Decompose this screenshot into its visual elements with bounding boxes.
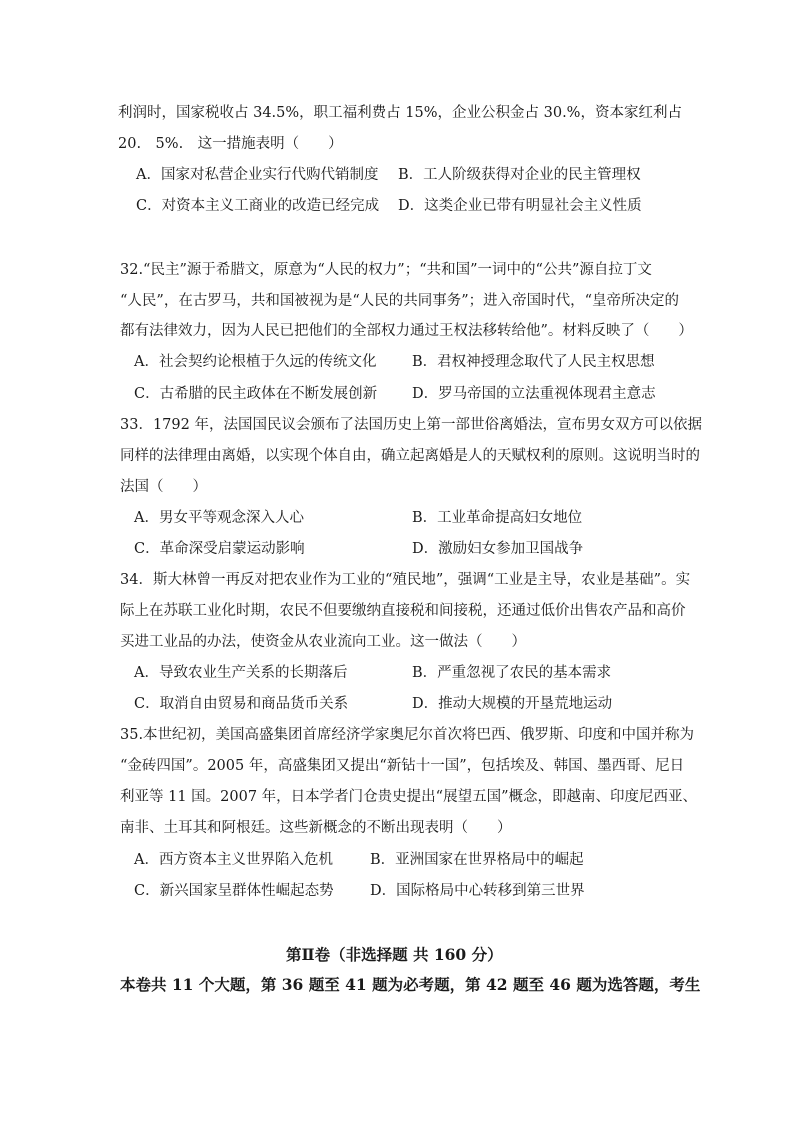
q32-option-c: C．古希腊的民主政体在不断发展创新 — [134, 386, 378, 402]
q33-option-a: A．男女平等观念深入人心 — [134, 510, 304, 526]
q35-option-c: C．新兴国家呈群体性崛起态势 — [134, 883, 334, 899]
q31-stem-line-2: 20. 5%. 这一措施表明（ ） — [118, 136, 343, 152]
q35-option-d: D．国际格局中心转移到第三世界 — [370, 883, 585, 899]
q31-option-a: A．国家对私营企业实行代购代销制度 — [136, 167, 379, 183]
q35-stem-line-1: 35.本世纪初，美国高盛集团首席经济学家奥尼尔首次将巴西、俄罗斯、印度和中国并称为 — [120, 727, 695, 743]
section-2-title: 第Ⅱ卷（非选择题 共 160 分） — [286, 945, 503, 964]
q35-option-a: A．西方资本主义世界陷入危机 — [134, 852, 333, 868]
q34-stem-line-3: 买进工业品的办法，使资金从农业流向工业。这一做法（ ） — [120, 634, 526, 650]
q31-option-b: B．工人阶级获得对企业的民主管理权 — [398, 167, 641, 183]
q33-option-b: B．工业革命提高妇女地位 — [412, 510, 583, 526]
q33-stem-line-3: 法国（ ） — [120, 479, 207, 495]
q34-option-b: B．严重忽视了农民的基本需求 — [412, 665, 612, 681]
q32-option-b: B．君权神授理念取代了人民主权思想 — [412, 354, 655, 370]
section-2-instructions: 本卷共 11 个大题，第 36 题至 41 题为必考题，第 42 题至 46 题为选答题，考生 — [120, 975, 701, 994]
q31-option-c: C．对资本主义工商业的改造已经完成 — [136, 198, 380, 214]
q34-option-c: C．取消自由贸易和商品货币关系 — [134, 696, 349, 712]
q32-stem-line-2: “人民”，在古罗马，共和国被视为是“人民的共同事务”；进入帝国时代，“皇帝所决定的 — [120, 293, 680, 309]
q35-stem-line-3: 利亚等 11 国。2007 年，日本学者门仓贵史提出“展望五国”概念，即越南、印度尼西亚、 — [120, 789, 698, 805]
q31-option-d: D．这类企业已带有明显社会主义性质 — [398, 198, 642, 214]
q33-option-c: C．革命深受启蒙运动影响 — [134, 541, 305, 557]
q34-option-a: A．导致农业生产关系的长期落后 — [134, 665, 348, 681]
q34-stem-line-2: 际上在苏联工业化时期，农民不但要缴纳直接税和间接税，还通过低价出售农产品和高价 — [120, 603, 686, 619]
q35-stem-line-2: “金砖四国”。2005 年，高盛集团又提出“新钻十一国”，包括埃及、韩国、墨西哥、尼日 — [120, 758, 685, 774]
q35-option-b: B．亚洲国家在世界格局中的崛起 — [370, 852, 584, 868]
q35-stem-line-4: 南非、土耳其和阿根廷。这些新概念的不断出现表明（ ） — [120, 820, 512, 836]
q33-stem-line-2: 同样的法律理由离婚，以实现个体自由，确立起离婚是人的天赋权利的原则。这说明当时的 — [120, 448, 700, 464]
q34-stem-line-1: 34．斯大林曾一再反对把农业作为工业的“殖民地”，强调“工业是主导，农业是基础”。实 — [120, 572, 691, 588]
q33-stem-line-1: 33．1792 年，法国国民议会颁布了法国历史上第一部世俗离婚法，宣布男女双方可以依据 — [120, 417, 702, 433]
q31-stem-line-1: 利润时，国家税收占 34.5%，职工福利费占 15%，企业公积金占 30.%，资本家红利占 — [118, 105, 682, 121]
q32-stem-line-3: 都有法律效力，因为人民已把他们的全部权力通过王权法移转给他”。材料反映了（ ） — [120, 323, 693, 339]
q33-option-d: D．激励妇女参加卫国战争 — [412, 541, 584, 557]
q32-option-a: A．社会契约论根植于久远的传统文化 — [134, 354, 377, 370]
q32-stem-line-1: 32.“民主”源于希腊文，原意为“人民的权力”；“共和国”一词中的“公共”源自拉丁文 — [120, 262, 652, 278]
q32-option-d: D．罗马帝国的立法重视体现君主意志 — [412, 386, 656, 402]
q34-option-d: D．推动大规模的开垦荒地运动 — [412, 696, 613, 712]
